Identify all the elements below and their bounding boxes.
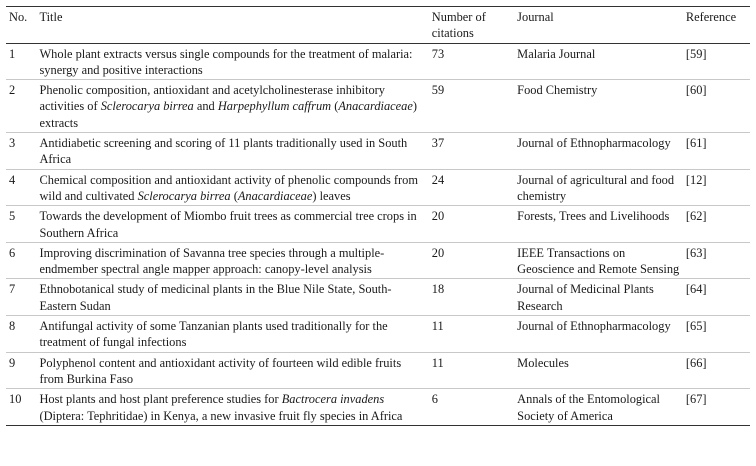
title-segment: Ethnobotanical study of medicinal plants in the Blue Nile State, South-Eastern Sudan — [39, 282, 392, 313]
cell-citations: 37 — [431, 136, 445, 151]
cell-title — [36, 80, 428, 133]
cell-citations: 11 — [431, 355, 444, 370]
title-segment: (Diptera: Tephritidae) in Kenya, a new invasive fruit fly species in Africa — [39, 408, 403, 423]
table-row — [6, 352, 750, 389]
cell-no: 1 — [9, 46, 16, 61]
cell-title — [36, 43, 428, 80]
header-citations: Number of citations — [431, 10, 486, 41]
table-row — [6, 206, 750, 243]
cell-citations: 20 — [431, 209, 445, 224]
cell-citations: 73 — [431, 46, 445, 61]
cell-citations: 11 — [431, 319, 444, 334]
cell-citations: 24 — [431, 172, 445, 187]
table-row — [6, 133, 750, 170]
cell-title — [36, 169, 428, 206]
cell-no: 8 — [9, 319, 16, 334]
title-segment: Phenolic composition, antioxidant and acetylcholinesterase inhibitory activities of — [39, 83, 385, 114]
title-italic-segment: Bactrocera invadens — [281, 392, 385, 407]
title-segment: Polyphenol content and antioxidant activity of fourteen wild edible fruits from Burkina Faso — [39, 355, 402, 386]
cell-title — [36, 206, 428, 243]
cell-no: 4 — [9, 172, 16, 187]
cell-title — [36, 316, 428, 353]
table — [6, 6, 750, 426]
cell-reference: [67] — [685, 392, 707, 407]
table-row — [6, 279, 750, 316]
title-segment: ) extracts — [39, 99, 418, 130]
cell-reference: [64] — [685, 282, 707, 297]
title-segment: Chemical composition and antioxidant activity of phenolic compounds from wild and cultivated — [39, 172, 419, 203]
table-row — [6, 242, 750, 279]
table-header — [6, 7, 750, 44]
cell-title — [36, 279, 428, 316]
table-row — [6, 80, 750, 133]
title-italic-segment: Anacardiaceae — [237, 188, 313, 203]
cell-citations: 59 — [431, 83, 445, 98]
header-no: No. — [9, 10, 28, 24]
table-row — [6, 389, 750, 426]
cell-journal: Journal of Medicinal Plants Research — [517, 282, 654, 313]
title-segment: Antidiabetic screening and scoring of 11 plants traditionally used in South Africa — [39, 136, 408, 167]
cell-no: 10 — [9, 392, 22, 407]
table-body — [6, 43, 750, 425]
cell-citations: 6 — [431, 392, 438, 407]
title-segment: Host plants and host plant preference studies for — [39, 392, 282, 407]
cell-no: 6 — [9, 245, 16, 260]
cell-citations: 20 — [431, 245, 445, 260]
cell-journal: Food Chemistry — [517, 83, 598, 98]
cell-journal: IEEE Transactions on Geoscience and Remote Sensing — [517, 245, 680, 277]
cell-journal: Journal of Ethnopharmacology — [517, 136, 671, 151]
title-segment: ( — [230, 188, 238, 203]
table-row — [6, 169, 750, 206]
header-journal: Journal — [517, 10, 554, 24]
cell-no: 2 — [9, 83, 16, 98]
title-segment: ( — [331, 99, 339, 114]
cell-no: 5 — [9, 209, 16, 224]
cell-title — [36, 133, 428, 170]
title-segment: ) leaves — [312, 188, 351, 203]
cell-journal: Annals of the Entomological Society of America — [517, 392, 660, 423]
title-segment: and — [193, 99, 218, 114]
cell-journal: Journal of Ethnopharmacology — [517, 319, 671, 334]
title-segment: Towards the development of Miombo fruit trees as commercial tree crops in Southern Africa — [39, 209, 417, 240]
cell-journal: Journal of agricultural and food chemistry — [517, 172, 675, 203]
cell-journal: Malaria Journal — [517, 46, 596, 61]
cell-no: 3 — [9, 136, 16, 151]
cell-no: 7 — [9, 282, 16, 297]
title-segment: Whole plant extracts versus single compounds for the treatment of malaria: synergy and positive interactions — [39, 46, 413, 77]
cell-reference: [63] — [685, 245, 707, 260]
title-italic-segment: Sclerocarya birrea — [137, 188, 231, 203]
header-reference: Reference — [685, 10, 737, 24]
cell-title — [36, 242, 428, 279]
cell-no: 9 — [9, 355, 16, 370]
title-italic-segment: Anacardiaceae — [338, 99, 413, 114]
header-title: Title — [39, 10, 63, 24]
cell-reference: [60] — [685, 83, 707, 98]
cell-reference: [12] — [685, 172, 707, 187]
cell-title — [36, 352, 428, 389]
title-segment: Improving discrimination of Savanna tree species through a multiple-endmember spectral angle mapper approach: canopy-level analysis — [39, 245, 385, 277]
cell-journal: Molecules — [517, 355, 569, 370]
citations-table — [6, 6, 750, 426]
cell-reference: [59] — [685, 46, 707, 61]
cell-reference: [62] — [685, 209, 707, 224]
cell-title — [36, 389, 428, 426]
cell-reference: [65] — [685, 319, 707, 334]
title-segment: Antifungal activity of some Tanzanian plants used traditionally for the treatment of fungal infections — [39, 319, 388, 350]
cell-reference: [66] — [685, 355, 707, 370]
cell-journal: Forests, Trees and Livelihoods — [517, 209, 670, 224]
title-italic-segment: Harpephyllum caffrum — [217, 99, 332, 114]
title-italic-segment: Sclerocarya birrea — [100, 99, 194, 114]
cell-citations: 18 — [431, 282, 445, 297]
table-row — [6, 43, 750, 80]
header-row — [6, 7, 750, 44]
table-row — [6, 316, 750, 353]
cell-reference: [61] — [685, 136, 707, 151]
